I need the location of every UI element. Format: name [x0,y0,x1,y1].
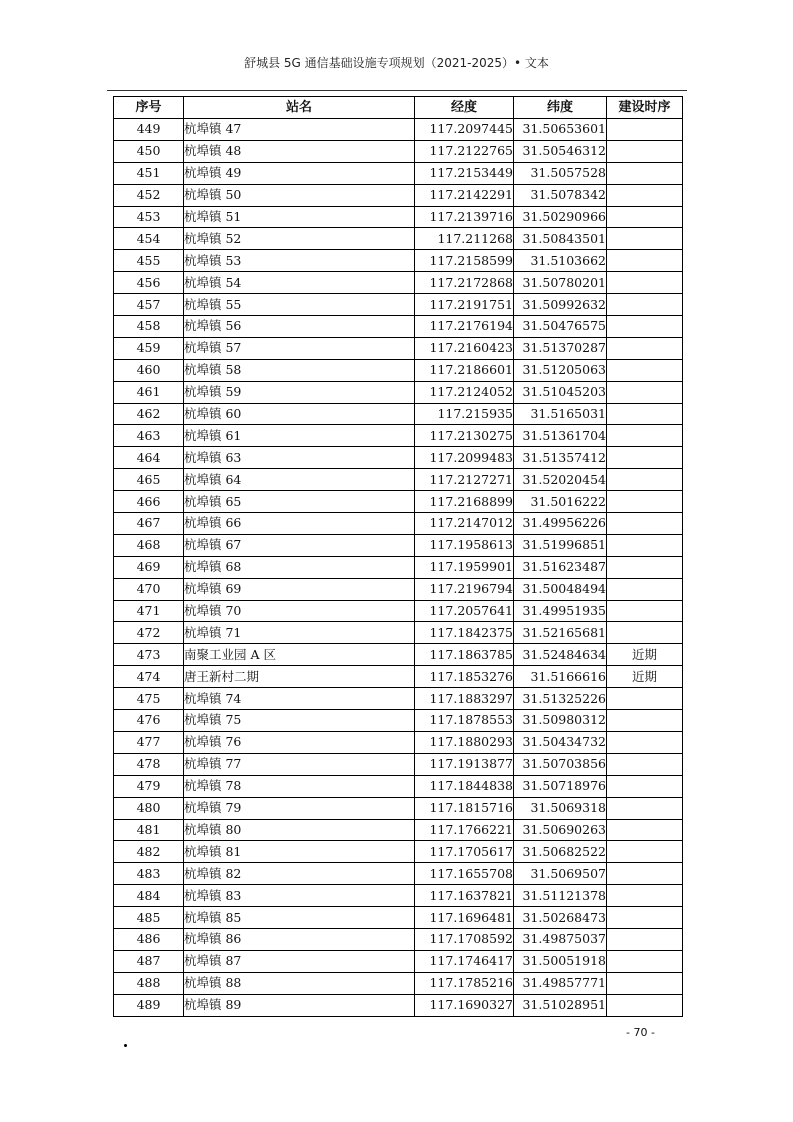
cell-site-name: 杭埠镇 69 [184,578,415,600]
header-rule [107,90,687,91]
cell-longitude: 117.2196794 [415,578,514,600]
column-header-longitude: 经度 [415,97,514,119]
table-row [114,206,683,228]
table-row [114,534,683,556]
cell-phase: 近期 [607,644,683,666]
cell-longitude: 117.211268 [415,228,514,250]
cell-latitude: 31.50980312 [514,710,607,732]
cell-no: 484 [114,885,184,907]
table-body [114,119,683,1017]
cell-latitude: 31.51121378 [514,885,607,907]
cell-longitude: 117.2130275 [415,425,514,447]
cell-no: 453 [114,206,184,228]
cell-latitude: 31.52020454 [514,469,607,491]
cell-phase [607,688,683,710]
footer-dot [124,1044,127,1047]
cell-no: 451 [114,162,184,184]
cell-site-name: 杭埠镇 80 [184,819,415,841]
table-row [114,425,683,447]
cell-longitude: 117.1637821 [415,885,514,907]
cell-site-name: 杭埠镇 82 [184,863,415,885]
table-row [114,316,683,338]
cell-longitude: 117.1878553 [415,710,514,732]
cell-latitude: 31.51325226 [514,688,607,710]
cell-phase [607,907,683,929]
table-row [114,644,683,666]
table-row [114,863,683,885]
cell-latitude: 31.5069507 [514,863,607,885]
cell-no: 475 [114,688,184,710]
cell-site-name: 杭埠镇 51 [184,206,415,228]
cell-site-name: 杭埠镇 86 [184,928,415,950]
cell-latitude: 31.50653601 [514,119,607,141]
cell-longitude: 117.2158599 [415,250,514,272]
cell-site-name: 杭埠镇 76 [184,731,415,753]
cell-latitude: 31.51205063 [514,359,607,381]
column-header-no: 序号 [114,97,184,119]
cell-phase [607,841,683,863]
cell-site-name: 杭埠镇 53 [184,250,415,272]
cell-longitude: 117.2127271 [415,469,514,491]
cell-no: 463 [114,425,184,447]
cell-latitude: 31.50690263 [514,819,607,841]
table-row [114,972,683,994]
cell-longitude: 117.2147012 [415,513,514,535]
cell-phase [607,775,683,797]
table-row [114,447,683,469]
cell-site-name: 杭埠镇 59 [184,381,415,403]
cell-site-name: 杭埠镇 49 [184,162,415,184]
cell-no: 455 [114,250,184,272]
table-row [114,403,683,425]
cell-no: 456 [114,272,184,294]
cell-no: 449 [114,119,184,141]
cell-phase [607,359,683,381]
cell-no: 482 [114,841,184,863]
cell-longitude: 117.2186601 [415,359,514,381]
cell-phase [607,928,683,950]
cell-latitude: 31.50718976 [514,775,607,797]
cell-site-name: 杭埠镇 52 [184,228,415,250]
cell-latitude: 31.52165681 [514,622,607,644]
cell-phase [607,119,683,141]
cell-longitude: 117.1785216 [415,972,514,994]
cell-phase [607,753,683,775]
cell-site-name: 南聚工业园 A 区 [184,644,415,666]
cell-site-name: 杭埠镇 48 [184,140,415,162]
cell-phase [607,316,683,338]
cell-phase [607,513,683,535]
cell-phase [607,228,683,250]
cell-latitude: 31.50546312 [514,140,607,162]
cell-no: 471 [114,600,184,622]
cell-phase [607,250,683,272]
cell-site-name: 杭埠镇 54 [184,272,415,294]
cell-latitude: 31.51357412 [514,447,607,469]
cell-phase [607,578,683,600]
cell-site-name: 杭埠镇 47 [184,119,415,141]
cell-latitude: 31.5069318 [514,797,607,819]
cell-no: 464 [114,447,184,469]
cell-site-name: 杭埠镇 78 [184,775,415,797]
cell-no: 459 [114,337,184,359]
cell-latitude: 31.50682522 [514,841,607,863]
cell-site-name: 杭埠镇 88 [184,972,415,994]
cell-longitude: 117.2122765 [415,140,514,162]
cell-no: 485 [114,907,184,929]
cell-phase [607,556,683,578]
table-row [114,666,683,688]
cell-latitude: 31.52484634 [514,644,607,666]
cell-phase [607,294,683,316]
cell-phase [607,797,683,819]
cell-site-name: 杭埠镇 64 [184,469,415,491]
cell-site-name: 杭埠镇 87 [184,950,415,972]
cell-longitude: 117.1959901 [415,556,514,578]
cell-no: 461 [114,381,184,403]
page-header-title: 舒城县 5G 通信基础设施专项规划（2021-2025）• 文本 [244,56,549,70]
cell-no: 460 [114,359,184,381]
cell-phase [607,994,683,1016]
cell-phase [607,140,683,162]
cell-latitude: 31.50268473 [514,907,607,929]
cell-longitude: 117.1690327 [415,994,514,1016]
cell-latitude: 31.50780201 [514,272,607,294]
cell-site-name: 杭埠镇 81 [184,841,415,863]
cell-no: 474 [114,666,184,688]
cell-phase [607,272,683,294]
cell-no: 481 [114,819,184,841]
table-header-row [114,97,683,119]
cell-no: 450 [114,140,184,162]
cell-no: 462 [114,403,184,425]
cell-site-name: 杭埠镇 77 [184,753,415,775]
cell-latitude: 31.5078342 [514,184,607,206]
cell-latitude: 31.50048494 [514,578,607,600]
table-row [114,622,683,644]
cell-longitude: 117.1913877 [415,753,514,775]
cell-latitude: 31.51996851 [514,534,607,556]
cell-longitude: 117.1883297 [415,688,514,710]
cell-site-name: 杭埠镇 55 [184,294,415,316]
cell-longitude: 117.1655708 [415,863,514,885]
cell-site-name: 杭埠镇 57 [184,337,415,359]
cell-latitude: 31.49857771 [514,972,607,994]
cell-longitude: 117.1844838 [415,775,514,797]
cell-no: 478 [114,753,184,775]
cell-site-name: 杭埠镇 75 [184,710,415,732]
table-row [114,775,683,797]
table-row [114,184,683,206]
cell-longitude: 117.1958613 [415,534,514,556]
cell-latitude: 31.5166616 [514,666,607,688]
table-row [114,600,683,622]
cell-site-name: 杭埠镇 67 [184,534,415,556]
table-row [114,710,683,732]
site-table [113,96,683,1017]
cell-latitude: 31.50434732 [514,731,607,753]
cell-phase [607,972,683,994]
cell-longitude: 117.1705617 [415,841,514,863]
cell-phase [607,337,683,359]
cell-no: 489 [114,994,184,1016]
cell-latitude: 31.50290966 [514,206,607,228]
cell-latitude: 31.5103662 [514,250,607,272]
cell-phase [607,885,683,907]
cell-longitude: 117.2176194 [415,316,514,338]
cell-site-name: 杭埠镇 74 [184,688,415,710]
cell-phase [607,491,683,513]
cell-latitude: 31.49875037 [514,928,607,950]
cell-no: 454 [114,228,184,250]
page-number: - 70 - [626,1026,655,1039]
cell-no: 472 [114,622,184,644]
cell-site-name: 杭埠镇 61 [184,425,415,447]
cell-longitude: 117.215935 [415,403,514,425]
cell-longitude: 117.2153449 [415,162,514,184]
column-header-latitude: 纬度 [514,97,607,119]
cell-no: 467 [114,513,184,535]
cell-phase [607,710,683,732]
cell-longitude: 117.1708592 [415,928,514,950]
table-row [114,688,683,710]
cell-no: 457 [114,294,184,316]
cell-phase [607,534,683,556]
cell-longitude: 117.2168899 [415,491,514,513]
cell-no: 488 [114,972,184,994]
cell-latitude: 31.51028951 [514,994,607,1016]
cell-latitude: 31.5057528 [514,162,607,184]
table-row [114,337,683,359]
cell-latitude: 31.51361704 [514,425,607,447]
cell-site-name: 杭埠镇 65 [184,491,415,513]
cell-phase [607,731,683,753]
cell-latitude: 31.51045203 [514,381,607,403]
cell-site-name: 杭埠镇 83 [184,885,415,907]
table-row [114,994,683,1016]
cell-longitude: 117.2160423 [415,337,514,359]
cell-longitude: 117.2097445 [415,119,514,141]
cell-no: 466 [114,491,184,513]
table-row [114,381,683,403]
cell-site-name: 杭埠镇 68 [184,556,415,578]
cell-no: 468 [114,534,184,556]
cell-longitude: 117.2124052 [415,381,514,403]
cell-phase [607,184,683,206]
table-row [114,753,683,775]
table-row [114,819,683,841]
cell-phase [607,425,683,447]
cell-no: 486 [114,928,184,950]
cell-longitude: 117.2172868 [415,272,514,294]
cell-site-name: 杭埠镇 50 [184,184,415,206]
cell-latitude: 31.49951935 [514,600,607,622]
table-row [114,272,683,294]
table-row [114,140,683,162]
cell-phase [607,622,683,644]
table-row [114,556,683,578]
cell-site-name: 杭埠镇 60 [184,403,415,425]
table-row [114,578,683,600]
table-row [114,513,683,535]
cell-latitude: 31.5165031 [514,403,607,425]
cell-latitude: 31.49956226 [514,513,607,535]
cell-no: 479 [114,775,184,797]
cell-phase [607,819,683,841]
cell-site-name: 杭埠镇 85 [184,907,415,929]
table-row [114,841,683,863]
cell-no: 483 [114,863,184,885]
cell-no: 476 [114,710,184,732]
cell-phase [607,447,683,469]
cell-phase [607,381,683,403]
cell-no: 465 [114,469,184,491]
table-row [114,491,683,513]
table-row [114,907,683,929]
cell-site-name: 杭埠镇 63 [184,447,415,469]
cell-longitude: 117.2191751 [415,294,514,316]
cell-longitude: 117.1746417 [415,950,514,972]
table-row [114,119,683,141]
cell-latitude: 31.50703856 [514,753,607,775]
cell-site-name: 杭埠镇 56 [184,316,415,338]
cell-latitude: 31.51623487 [514,556,607,578]
cell-latitude: 31.5016222 [514,491,607,513]
cell-site-name: 杭埠镇 71 [184,622,415,644]
cell-no: 470 [114,578,184,600]
cell-longitude: 117.1696481 [415,907,514,929]
cell-phase [607,600,683,622]
cell-site-name: 杭埠镇 70 [184,600,415,622]
cell-longitude: 117.2099483 [415,447,514,469]
table-row [114,885,683,907]
cell-site-name: 杭埠镇 89 [184,994,415,1016]
cell-no: 473 [114,644,184,666]
cell-longitude: 117.2139716 [415,206,514,228]
cell-phase [607,863,683,885]
cell-phase [607,162,683,184]
column-header-phase: 建设时序 [607,97,683,119]
table-row [114,359,683,381]
table-row [114,250,683,272]
cell-latitude: 31.50476575 [514,316,607,338]
table-row [114,162,683,184]
cell-phase [607,950,683,972]
table-row [114,928,683,950]
column-header-name: 站名 [184,97,415,119]
cell-latitude: 31.51370287 [514,337,607,359]
cell-no: 477 [114,731,184,753]
cell-no: 458 [114,316,184,338]
cell-latitude: 31.50843501 [514,228,607,250]
table-row [114,797,683,819]
cell-longitude: 117.1815716 [415,797,514,819]
cell-longitude: 117.2142291 [415,184,514,206]
cell-site-name: 唐王新村二期 [184,666,415,688]
cell-longitude: 117.1842375 [415,622,514,644]
cell-longitude: 117.1863785 [415,644,514,666]
table-row [114,469,683,491]
cell-longitude: 117.2057641 [415,600,514,622]
cell-longitude: 117.1880293 [415,731,514,753]
cell-site-name: 杭埠镇 58 [184,359,415,381]
table-row [114,731,683,753]
cell-site-name: 杭埠镇 66 [184,513,415,535]
cell-phase: 近期 [607,666,683,688]
table-row [114,228,683,250]
cell-longitude: 117.1766221 [415,819,514,841]
cell-no: 452 [114,184,184,206]
cell-latitude: 31.50051918 [514,950,607,972]
table-row [114,950,683,972]
cell-no: 487 [114,950,184,972]
cell-longitude: 117.1853276 [415,666,514,688]
cell-latitude: 31.50992632 [514,294,607,316]
cell-phase [607,469,683,491]
cell-no: 469 [114,556,184,578]
cell-phase [607,403,683,425]
cell-site-name: 杭埠镇 79 [184,797,415,819]
table-row [114,294,683,316]
cell-no: 480 [114,797,184,819]
cell-phase [607,206,683,228]
